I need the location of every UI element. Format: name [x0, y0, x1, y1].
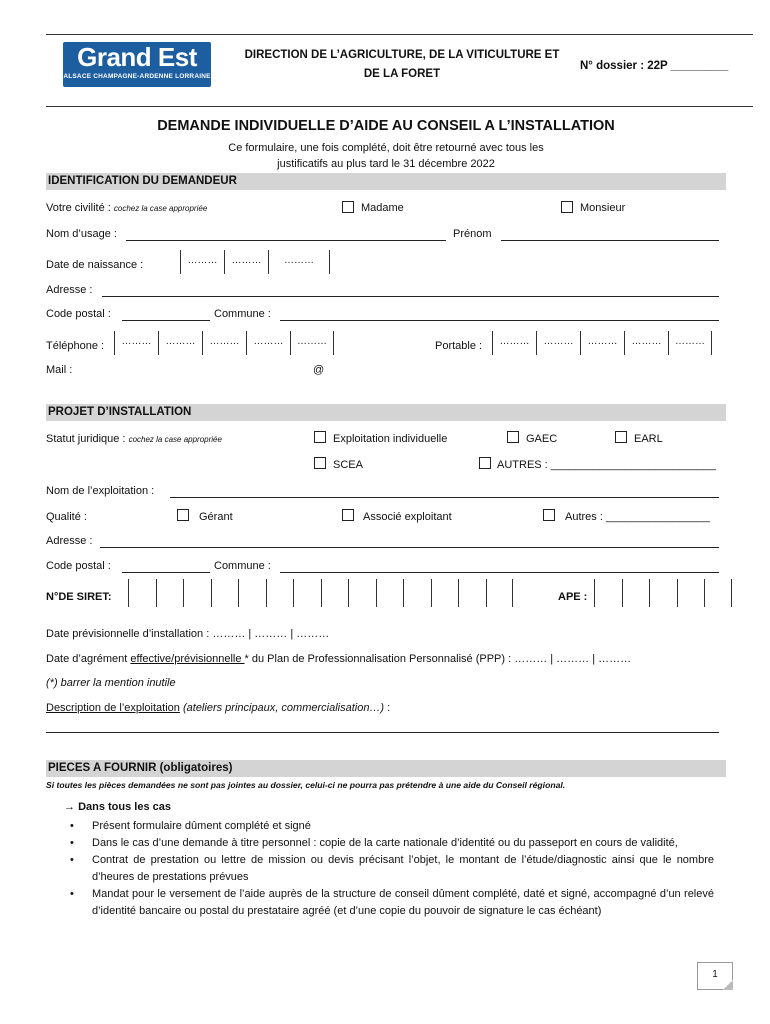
nom-exploitation-field[interactable]: [170, 497, 719, 498]
list-item: • Mandat pour le versement de l’aide auprès de la structure de conseil dûment complété, daté et signé, accompagné d’un relevé d’identité bancaire ou postal du prestataire agréé (et d’une copie du pouvoir de signature le cas échéant): [64, 886, 714, 920]
page-number: 1: [697, 962, 733, 990]
siret-cell[interactable]: [238, 579, 266, 607]
description-italic: (ateliers principaux, commercialisation…): [179, 702, 385, 714]
pieces-list: [64, 818, 714, 920]
exploitation-individuelle-checkbox[interactable]: [314, 431, 326, 443]
siret-cell[interactable]: [458, 579, 486, 607]
siret-cell[interactable]: [486, 579, 514, 607]
date-cell[interactable]: ………: [268, 250, 330, 274]
pieces-heading: PIECES A FOURNIR (obligatoires): [46, 760, 726, 777]
gaec-label: GAEC: [526, 433, 558, 445]
projet-adresse-field[interactable]: [100, 547, 719, 548]
projet-commune-label: Commune :: [214, 560, 271, 572]
date-agrement-underlined: effective/prévisionnelle: [130, 653, 245, 665]
intro-text: [46, 140, 726, 172]
top-rule: [46, 34, 753, 35]
autres-statut-label[interactable]: AUTRES : ___________________________: [497, 459, 716, 471]
grand-est-logo: [63, 42, 211, 87]
prenom-label: Prénom: [453, 228, 492, 240]
direction-line-1: DIRECTION DE L’AGRICULTURE, DE LA VITICULTURE ET: [244, 49, 560, 61]
gerant-label: Gérant: [199, 511, 233, 523]
date-cell[interactable]: ………: [224, 250, 268, 274]
gaec-checkbox[interactable]: [507, 431, 519, 443]
code-postal-label: Code postal :: [46, 308, 111, 320]
tel-cell[interactable]: ………: [202, 331, 246, 355]
siret-field[interactable]: [128, 579, 513, 607]
tel-cell[interactable]: ………: [290, 331, 334, 355]
ape-cell[interactable]: [704, 579, 732, 607]
siret-cell[interactable]: [293, 579, 321, 607]
statut-label: [46, 433, 222, 445]
exploitation-individuelle-label: Exploitation individuelle: [333, 433, 448, 445]
port-cell[interactable]: ………: [536, 331, 580, 355]
nom-usage-field[interactable]: [126, 240, 446, 241]
adresse-label: Adresse :: [46, 284, 93, 296]
portable-label: Portable :: [435, 340, 483, 352]
tel-cell[interactable]: ………: [114, 331, 158, 355]
barrer-note: (*) barrer la mention inutile: [46, 677, 176, 689]
telephone-label: Téléphone :: [46, 340, 105, 352]
dossier-number[interactable]: N° dossier : 22P _________: [580, 60, 729, 72]
gerant-checkbox[interactable]: [177, 509, 189, 521]
port-cell[interactable]: ………: [668, 331, 712, 355]
autres-qualite-label[interactable]: Autres : _________________: [565, 511, 710, 523]
prenom-field[interactable]: [501, 240, 719, 241]
adresse-field[interactable]: [102, 296, 719, 297]
description-label: [46, 702, 390, 714]
date-naissance-field[interactable]: [180, 250, 330, 274]
siret-cell[interactable]: [376, 579, 404, 607]
direction-title: [232, 46, 572, 84]
commune-label: Commune :: [214, 308, 271, 320]
siret-cell[interactable]: [403, 579, 431, 607]
date-previsionnelle[interactable]: Date prévisionnelle d’installation : ……… | ……… | ………: [46, 628, 330, 640]
all-cases-label: [64, 801, 171, 813]
portable-field[interactable]: [492, 331, 712, 355]
commune-field[interactable]: [280, 320, 719, 321]
port-cell[interactable]: ………: [580, 331, 624, 355]
siret-label: [46, 591, 112, 603]
list-item: • Présent formulaire dûment complété et signé: [64, 818, 714, 835]
description-field[interactable]: [46, 732, 719, 733]
siret-cell[interactable]: [156, 579, 184, 607]
port-cell[interactable]: ………: [624, 331, 668, 355]
ape-label: APE :: [558, 591, 588, 603]
siret-colon: :: [107, 591, 112, 603]
date-agrement-text-b: * du Plan de Professionnalisation Personnalisé (PPP) : ……… | ……… | ………: [244, 653, 632, 665]
siret-cell[interactable]: [183, 579, 211, 607]
direction-line-2: DE LA FORET: [363, 68, 441, 80]
mail-label: Mail :: [46, 364, 73, 376]
date-naissance-label: Date de naissance :: [46, 259, 144, 271]
projet-commune-field[interactable]: [280, 572, 719, 573]
nom-usage-label: Nom d’usage :: [46, 228, 117, 240]
siret-cell[interactable]: [128, 579, 156, 607]
logo-subtext: ALSACE CHAMPAGNE-ARDENNE LORRAINE: [63, 73, 211, 80]
madame-label: Madame: [361, 202, 404, 214]
header-rule: [46, 106, 753, 107]
autres-statut-checkbox[interactable]: [479, 457, 491, 469]
all-cases-text: Dans tous les cas: [78, 801, 171, 813]
ape-field[interactable]: [594, 579, 732, 607]
nom-exploitation-label: Nom de l’exploitation :: [46, 485, 155, 497]
logo-text: Grand Est: [77, 42, 197, 72]
scea-checkbox[interactable]: [314, 457, 326, 469]
siret-cell[interactable]: [321, 579, 349, 607]
telephone-field[interactable]: [114, 331, 334, 355]
statut-hint: cochez la case appropriée: [128, 435, 222, 444]
civilite-hint: cochez la case appropriée: [113, 204, 208, 213]
siret-cell[interactable]: [266, 579, 294, 607]
intro-line-2: justificatifs au plus tard le 31 décembre 2022: [277, 158, 495, 170]
monsieur-label: Monsieur: [580, 202, 626, 214]
identification-heading: IDENTIFICATION DU DEMANDEUR: [46, 173, 726, 190]
projet-code-postal-label: Code postal :: [46, 560, 111, 572]
civilite-label-text: Votre civilité :: [46, 202, 111, 214]
description-colon: :: [384, 702, 391, 714]
intro-line-1: Ce formulaire, une fois complété, doit être retourné avec tous les: [228, 142, 544, 154]
siret-cell[interactable]: [431, 579, 459, 607]
autres-qualite-checkbox[interactable]: [543, 509, 555, 521]
tel-cell[interactable]: ………: [158, 331, 202, 355]
projet-heading: PROJET D’INSTALLATION: [46, 404, 726, 421]
ape-cell[interactable]: [594, 579, 622, 607]
tel-cell[interactable]: ………: [246, 331, 290, 355]
associe-label: Associé exploitant: [363, 511, 452, 523]
date-agrement[interactable]: [46, 653, 631, 665]
projet-code-postal-field[interactable]: [122, 572, 210, 573]
page-title: DEMANDE INDIVIDUELLE D’AIDE AU CONSEIL A L’INSTALLATION: [157, 118, 615, 134]
projet-adresse-label: Adresse :: [46, 535, 93, 547]
siret-cell[interactable]: [348, 579, 376, 607]
arrow-right-icon: →: [64, 801, 79, 813]
ape-cell[interactable]: [649, 579, 677, 607]
earl-checkbox[interactable]: [615, 431, 627, 443]
qualite-label: Qualité :: [46, 511, 87, 523]
associe-checkbox[interactable]: [342, 509, 354, 521]
monsieur-checkbox[interactable]: [561, 201, 573, 213]
mail-at-sign: @: [313, 364, 325, 376]
list-item: • Dans le cas d’une demande à titre personnel : copie de la carte nationale d’identité ou du passeport en cours de validité,: [64, 835, 714, 852]
scea-label: SCEA: [333, 459, 363, 471]
pieces-warning: Si toutes les pièces demandées ne sont pas jointes au dossier, celui-ci ne pourra pas prétendre à une aide du Conseil régional.: [46, 780, 566, 790]
siret-cell[interactable]: [211, 579, 239, 607]
civilite-label: [46, 202, 207, 214]
port-cell[interactable]: ………: [492, 331, 536, 355]
siret-label-text: N°DE SIRET: [46, 591, 108, 603]
list-item: • Contrat de prestation ou lettre de mission ou devis précisant l’objet, le montant de l’étude/diagnostic ainsi que le nombre d’heures de prestations prévues: [64, 852, 714, 886]
earl-label: EARL: [634, 433, 663, 445]
statut-label-text: Statut juridique :: [46, 433, 126, 445]
date-agrement-text-a: Date d’agrément: [46, 653, 131, 665]
ape-cell[interactable]: [677, 579, 705, 607]
description-underlined: Description de l’exploitation: [46, 702, 180, 714]
ape-cell[interactable]: [622, 579, 650, 607]
date-cell[interactable]: ………: [180, 250, 224, 274]
code-postal-field[interactable]: [122, 320, 210, 321]
madame-checkbox[interactable]: [342, 201, 354, 213]
